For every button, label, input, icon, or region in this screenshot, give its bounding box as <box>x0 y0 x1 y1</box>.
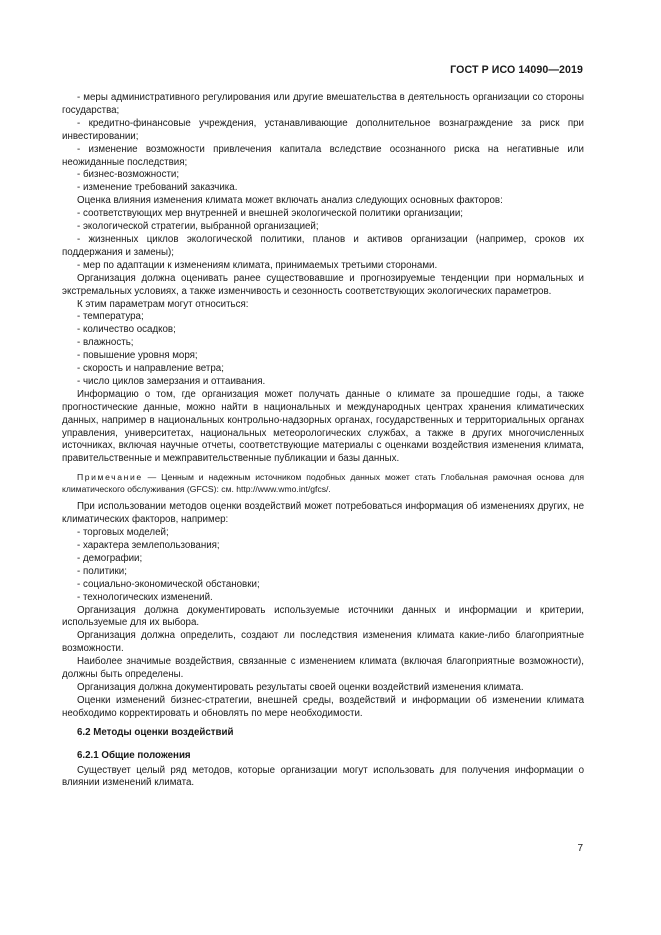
note-label: Примечание <box>77 472 143 483</box>
paragraph: - изменение требований заказчика. <box>77 182 238 194</box>
paragraph: Организация должна оценивать ранее существовавшие и прогнозируемые тенденции при нормальных и экстремальных условиях, а также изменчивость и сезонность соответствующих экологических параметров. <box>62 272 584 297</box>
paragraph: - температура; <box>77 311 144 323</box>
paragraph: - торговых моделей; <box>77 527 169 539</box>
paragraph: Существует целый ряд методов, которые организации могут использовать для получения информации о влиянии изменений климата. <box>62 764 584 789</box>
paragraph: - влажность; <box>77 337 134 349</box>
paragraph: - характера землепользования; <box>77 540 220 551</box>
paragraph: Оценка влияния изменения климата может включать анализ следующих основных факторов: <box>77 195 503 207</box>
paragraph: - изменение возможности привлечения капитала вследствие осознанного риска на негативные или неожиданные последствия; <box>62 143 584 168</box>
paragraph: - повышение уровня моря; <box>77 350 198 362</box>
paragraph: - технологических изменений. <box>77 591 213 603</box>
paragraph: При использовании методов оценки воздействий может потребоваться информация об изменениях других, не климатических факторов, например: <box>62 501 584 526</box>
paragraph: Организация должна документировать результаты своей оценки воздействий изменения климата. <box>77 681 524 693</box>
section-heading-6-2: 6.2 Методы оценки воздействий <box>77 726 234 738</box>
paragraph: - политики; <box>77 565 127 577</box>
note-text: — Ценным и надежным источником подобных данных может стать Глобальная рамочная основа для климатического обслуживания (GFCS): см. http://www.wmo.int/gfcs/. <box>62 472 584 494</box>
paragraph: - скорость и направление ветра; <box>77 363 224 375</box>
paragraph: - экологической стратегии, выбранной организацией; <box>77 221 319 233</box>
paragraph: Наиболее значимые воздействия, связанные с изменением климата (включая благоприятные возможности), должны быть определены. <box>62 656 584 681</box>
paragraph: - бизнес-возможности; <box>77 169 180 181</box>
paragraph: - соответствующих мер внутренней и внешней экологической политики организации; <box>77 208 463 220</box>
paragraph: Информацию о том, где организация может получать данные о климате за прошедшие годы, а также прогностические данные, можно найти в национальных и международных центрах хранения климатических данных, например в национальных контрольно-надзорных органах, государственных и территориальных органах управления, университетах, национальных метеорологических службах, а также в других многочисленных источниках, включая научные отчеты, соответствующие материалы с оценками воздействия изменения климата, правительственные и межправительственные публикации и базы данных. <box>62 388 584 465</box>
paragraph: - число циклов замерзания и оттаивания. <box>77 375 266 387</box>
paragraph: Оценки изменений бизнес-стратегии, внешней среды, воздействий и информации об изменении климата необходимо корректировать и обновлять по мере необходимости. <box>62 694 584 719</box>
page-number: 7 <box>577 843 583 854</box>
paragraph: - социально-экономической обстановки; <box>77 578 260 590</box>
paragraph: - меры административного регулирования или другие вмешательства в деятельность организации со стороны государства; <box>62 92 584 116</box>
paragraph: Организация должна определить, создают ли последствия изменения климата какие-либо благоприятные возможности. <box>62 630 584 655</box>
paragraph: - демографии; <box>77 552 143 564</box>
paragraph: - мер по адаптации к изменениям климата, принимаемых третьими сторонами. <box>77 259 438 271</box>
section-heading-6-2-1: 6.2.1 Общие положения <box>77 749 191 761</box>
note <box>62 472 584 495</box>
document-body <box>62 92 584 790</box>
paragraph: К этим параметрам могут относиться: <box>77 298 249 310</box>
paragraph: - кредитно-финансовые учреждения, устанавливающие дополнительное вознаграждение за риск при инвестировании; <box>62 117 584 142</box>
paragraph: Организация должна документировать используемые источники данных и информации и критерии, используемые для их выбора. <box>62 604 584 629</box>
paragraph: - жизненных циклов экологической политики, планов и активов организации (например, сроков их поддержания и замены); <box>62 233 584 258</box>
document-header: ГОСТ Р ИСО 14090—2019 <box>450 64 583 76</box>
paragraph: - количество осадков; <box>77 324 176 336</box>
